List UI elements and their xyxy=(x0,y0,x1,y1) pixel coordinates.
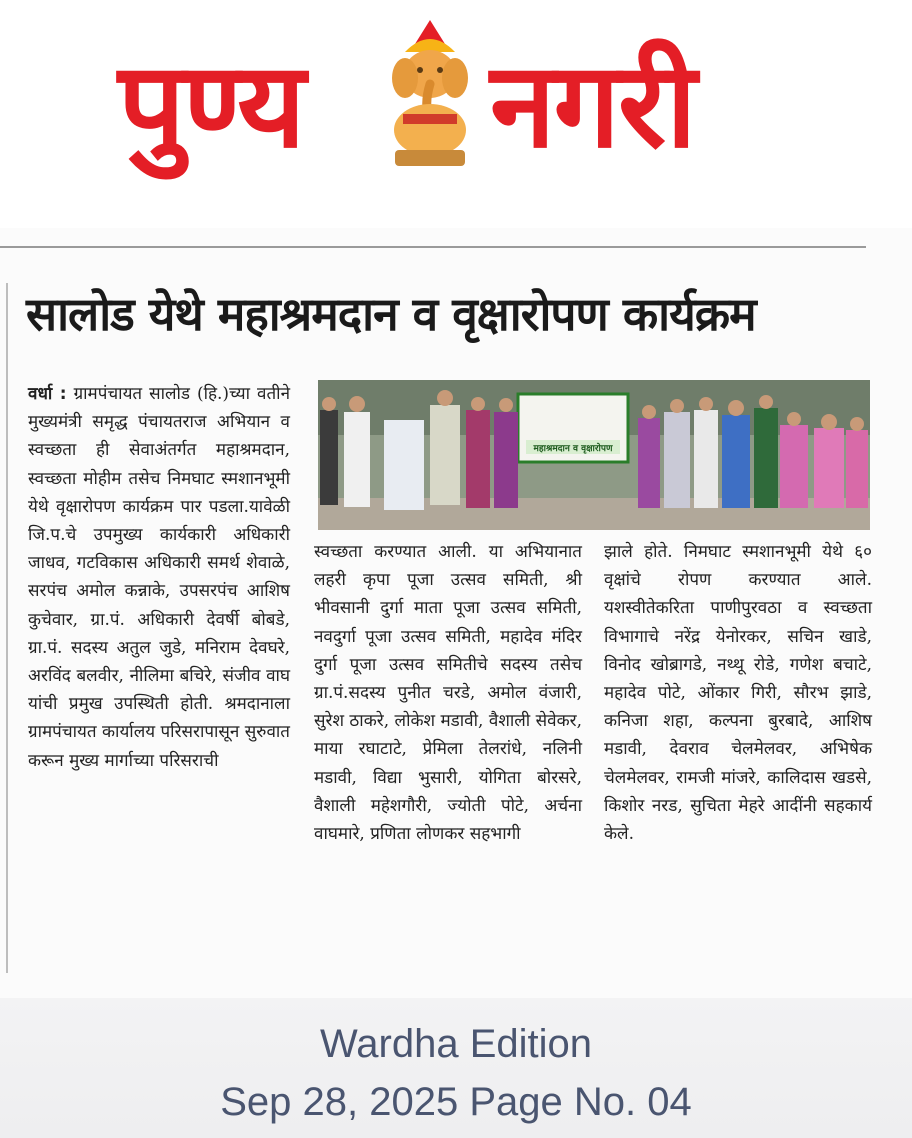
masthead-title-left: पुण्य xyxy=(118,36,304,174)
article-column-1 xyxy=(28,380,290,775)
date-page-label: Sep 28, 2025 Page No. 04 xyxy=(220,1080,692,1124)
masthead-title-right: नगरी xyxy=(490,36,695,174)
edition-label: Wardha Edition xyxy=(320,1022,592,1066)
masthead xyxy=(0,0,912,215)
article-column-2: स्वच्छता करण्यात आली. या अभियानात लहरी कृपा पूजा उत्सव समिती, श्री भीवसानी दुर्गा माता पूजा उत्सव समिती, नवदुर्गा पूजा उत्सव समिती, महादेव मंदिर दुर्गा पूजा उत्सव समितीचे सदस्य तसेच ग्रा.पं.सदस्य पुनीत चरडे, अमोल वंजारी, सुरेश ठाकरे, लोकेश मडावी, वैशाली सेवेकर, माया रघाटाटे, प्रेमिला तेलरांधे, नलिनी मडावी, विद्या भुसारी, योगिता बोरसरे, वैशाली महेशगौरी, ज्योती पोटे, अर्चना वाघमारे, प्रणिता लोणकर सहभागी xyxy=(314,542,582,845)
article-headline: सालोड येथे महाश्रमदान व वृक्षारोपण कार्यक्रम xyxy=(26,287,756,341)
photo-banner-text: महाश्रमदान व वृक्षारोपण xyxy=(533,444,613,454)
dateline: वर्धा : xyxy=(28,384,67,404)
article-photo xyxy=(318,380,870,530)
column-border xyxy=(6,283,8,973)
column-1-text: ग्रामपंचायत सालोड (हि.)च्या वतीने मुख्यमंत्री समृद्ध पंचायतराज अभियान व स्वच्छता ही सेवाअंतर्गत महाश्रमदान, स्वच्छता मोहीम तसेच निमघाट स्मशानभूमी येथे वृक्षारोपण कार्यक्रम पार पडला.यावेळी जि.प.चे उपमुख्य कार्यकारी अधिकारी जाधव, गटविकास अधिकारी समर्थ शेवाळे, सरपंच अमोल कन्नाके, उपसरपंच आशिष कुचेवार, ग्रा.पं. अधिकारी देवर्षी बोबडे, ग्रा.पं. सदस्य अतुल जुडे, मनिराम देवघरे, अरविंद बलवीर, नीलिमा बचिरे, संजीव वाघ यांची प्रमुख उपस्थिती होती. श्रमदानाला ग्रामपंचायत कार्यालय परिसरापासून सुरुवात करून मुख्य मार्गाच्या परिसराची xyxy=(28,384,291,771)
ganesha-logo-icon xyxy=(375,18,485,178)
article-column-3: झाले होते. निमघाट स्मशानभूमी येथे ६० वृक्षांचे रोपण करण्यात आले. यशस्वीतेकरिता पाणीपुरवठा व स्वच्छता विभागाचे नरेंद्र येनोरकर, सचिन खाडे, विनोद खोब्रागडे, नथ्थू रोडे, गणेश बचाटे, महादेव पोटे, ओंकार गिरी, सौरभ झाडे, कनिजा शहा, कल्पना बुरबादे, आशिष मडावी, देवराव चेलमेलवर, अभिषेक चेलमेलवर, रामजी मांजरे, कालिदास खडसे, किशोर नरड, सुचिता मेहरे आदींनी सहकार्य केले. xyxy=(604,542,872,845)
divider xyxy=(0,246,866,248)
